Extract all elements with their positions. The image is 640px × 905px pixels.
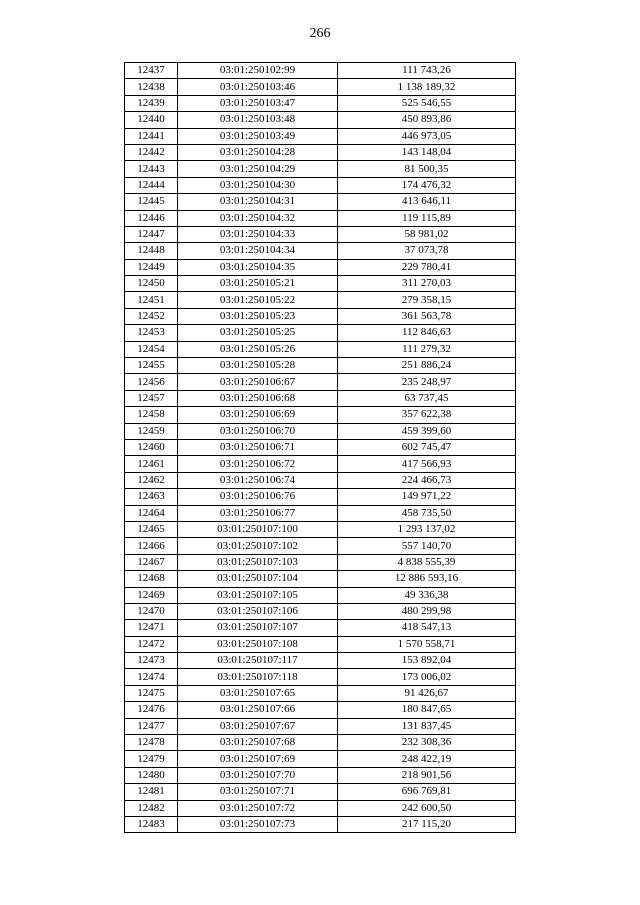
row-number-cell: 12456 <box>125 374 178 390</box>
page-number: 266 <box>309 26 331 41</box>
cadastral-number-cell: 03:01:250103:48 <box>178 112 338 128</box>
value-cell: 459 399,60 <box>338 423 516 439</box>
table-row <box>125 144 516 160</box>
value-cell: 149 971,22 <box>338 489 516 505</box>
value-cell: 413 646,11 <box>338 194 516 210</box>
row-number-cell: 12444 <box>125 177 178 193</box>
value-cell: 357 622,38 <box>338 407 516 423</box>
table-row <box>125 685 516 701</box>
row-number-cell: 12459 <box>125 423 178 439</box>
value-cell: 450 893,86 <box>338 112 516 128</box>
row-number-cell: 12482 <box>125 800 178 816</box>
table-body <box>125 63 516 833</box>
row-number-cell: 12462 <box>125 472 178 488</box>
cadastral-number-cell: 03:01:250107:67 <box>178 718 338 734</box>
table-row <box>125 800 516 816</box>
table-row <box>125 128 516 144</box>
table-row <box>125 95 516 111</box>
row-number-cell: 12440 <box>125 112 178 128</box>
table-row <box>125 341 516 357</box>
table-row <box>125 767 516 783</box>
cadastral-number-cell: 03:01:250106:72 <box>178 456 338 472</box>
row-number-cell: 12452 <box>125 308 178 324</box>
row-number-cell: 12455 <box>125 358 178 374</box>
row-number-cell: 12451 <box>125 292 178 308</box>
row-number-cell: 12464 <box>125 505 178 521</box>
value-cell: 4 838 555,39 <box>338 554 516 570</box>
cadastral-number-cell: 03:01:250107:69 <box>178 751 338 767</box>
table-row <box>125 210 516 226</box>
cadastral-number-cell: 03:01:250105:26 <box>178 341 338 357</box>
cadastral-number-cell: 03:01:250106:71 <box>178 439 338 455</box>
value-cell: 229 780,41 <box>338 259 516 275</box>
value-cell: 173 006,02 <box>338 669 516 685</box>
row-number-cell: 12446 <box>125 210 178 226</box>
cadastral-number-cell: 03:01:250104:30 <box>178 177 338 193</box>
cadastral-number-cell: 03:01:250107:108 <box>178 636 338 652</box>
table-row <box>125 325 516 341</box>
cadastral-number-cell: 03:01:250105:23 <box>178 308 338 324</box>
row-number-cell: 12463 <box>125 489 178 505</box>
row-number-cell: 12457 <box>125 390 178 406</box>
cadastral-number-cell: 03:01:250103:49 <box>178 128 338 144</box>
table-row <box>125 276 516 292</box>
row-number-cell: 12474 <box>125 669 178 685</box>
row-number-cell: 12475 <box>125 685 178 701</box>
table-row <box>125 620 516 636</box>
row-number-cell: 12476 <box>125 702 178 718</box>
row-number-cell: 12472 <box>125 636 178 652</box>
cadastral-number-cell: 03:01:250107:72 <box>178 800 338 816</box>
row-number-cell: 12480 <box>125 767 178 783</box>
value-cell: 251 886,24 <box>338 358 516 374</box>
table-row <box>125 243 516 259</box>
row-number-cell: 12441 <box>125 128 178 144</box>
row-number-cell: 12479 <box>125 751 178 767</box>
value-cell: 218 901,56 <box>338 767 516 783</box>
value-cell: 417 566,93 <box>338 456 516 472</box>
table-row <box>125 472 516 488</box>
cadastral-number-cell: 03:01:250106:74 <box>178 472 338 488</box>
row-number-cell: 12438 <box>125 79 178 95</box>
row-number-cell: 12454 <box>125 341 178 357</box>
value-cell: 1 570 558,71 <box>338 636 516 652</box>
value-cell: 696 769,81 <box>338 784 516 800</box>
cadastral-number-cell: 03:01:250103:47 <box>178 95 338 111</box>
table-row <box>125 79 516 95</box>
value-cell: 58 981,02 <box>338 226 516 242</box>
table-row <box>125 603 516 619</box>
value-cell: 418 547,13 <box>338 620 516 636</box>
table-row <box>125 407 516 423</box>
value-cell: 49 336,38 <box>338 587 516 603</box>
cadastral-number-cell: 03:01:250104:35 <box>178 259 338 275</box>
cadastral-number-cell: 03:01:250106:70 <box>178 423 338 439</box>
table-row <box>125 636 516 652</box>
table-row <box>125 571 516 587</box>
value-cell: 143 148,04 <box>338 144 516 160</box>
table-row <box>125 308 516 324</box>
value-cell: 180 847,65 <box>338 702 516 718</box>
row-number-cell: 12466 <box>125 538 178 554</box>
cadastral-number-cell: 03:01:250105:28 <box>178 358 338 374</box>
value-cell: 112 846,63 <box>338 325 516 341</box>
row-number-cell: 12453 <box>125 325 178 341</box>
cadastral-number-cell: 03:01:250107:106 <box>178 603 338 619</box>
cadastral-number-cell: 03:01:250106:77 <box>178 505 338 521</box>
row-number-cell: 12477 <box>125 718 178 734</box>
table-row <box>125 521 516 537</box>
row-number-cell: 12461 <box>125 456 178 472</box>
row-number-cell: 12471 <box>125 620 178 636</box>
row-number-cell: 12437 <box>125 63 178 79</box>
value-cell: 232 308,36 <box>338 735 516 751</box>
value-cell: 111 279,32 <box>338 341 516 357</box>
table-row <box>125 554 516 570</box>
cadastral-number-cell: 03:01:250107:102 <box>178 538 338 554</box>
cadastral-number-cell: 03:01:250106:69 <box>178 407 338 423</box>
table-row <box>125 587 516 603</box>
cadastral-number-cell: 03:01:250104:33 <box>178 226 338 242</box>
cadastral-number-cell: 03:01:250107:65 <box>178 685 338 701</box>
table-row <box>125 784 516 800</box>
cadastral-number-cell: 03:01:250107:70 <box>178 767 338 783</box>
value-cell: 131 837,45 <box>338 718 516 734</box>
table-row <box>125 816 516 832</box>
row-number-cell: 12439 <box>125 95 178 111</box>
cadastral-number-cell: 03:01:250104:29 <box>178 161 338 177</box>
row-number-cell: 12481 <box>125 784 178 800</box>
row-number-cell: 12449 <box>125 259 178 275</box>
table-row <box>125 489 516 505</box>
cadastral-number-cell: 03:01:250104:34 <box>178 243 338 259</box>
row-number-cell: 12445 <box>125 194 178 210</box>
cadastral-number-cell: 03:01:250107:105 <box>178 587 338 603</box>
row-number-cell: 12447 <box>125 226 178 242</box>
value-cell: 81 500,35 <box>338 161 516 177</box>
table-row <box>125 653 516 669</box>
table-row <box>125 161 516 177</box>
value-cell: 119 115,89 <box>338 210 516 226</box>
row-number-cell: 12460 <box>125 439 178 455</box>
table-row <box>125 456 516 472</box>
row-number-cell: 12469 <box>125 587 178 603</box>
value-cell: 458 735,50 <box>338 505 516 521</box>
value-cell: 174 476,32 <box>338 177 516 193</box>
value-cell: 311 270,03 <box>338 276 516 292</box>
cadastral-number-cell: 03:01:250106:67 <box>178 374 338 390</box>
table-row <box>125 374 516 390</box>
table-row <box>125 423 516 439</box>
value-cell: 361 563,78 <box>338 308 516 324</box>
cadastral-number-cell: 03:01:250107:117 <box>178 653 338 669</box>
cadastral-number-cell: 03:01:250107:68 <box>178 735 338 751</box>
value-cell: 525 546,55 <box>338 95 516 111</box>
table-row <box>125 292 516 308</box>
value-cell: 63 737,45 <box>338 390 516 406</box>
cadastral-number-cell: 03:01:250107:118 <box>178 669 338 685</box>
cadastral-number-cell: 03:01:250107:103 <box>178 554 338 570</box>
table-row <box>125 112 516 128</box>
cadastral-number-cell: 03:01:250102:99 <box>178 63 338 79</box>
table-row <box>125 751 516 767</box>
cadastral-value-table <box>124 62 516 833</box>
row-number-cell: 12483 <box>125 816 178 832</box>
cadastral-number-cell: 03:01:250103:46 <box>178 79 338 95</box>
cadastral-number-cell: 03:01:250107:66 <box>178 702 338 718</box>
row-number-cell: 12478 <box>125 735 178 751</box>
cadastral-number-cell: 03:01:250107:73 <box>178 816 338 832</box>
cadastral-number-cell: 03:01:250104:32 <box>178 210 338 226</box>
cadastral-number-cell: 03:01:250107:71 <box>178 784 338 800</box>
table-row <box>125 259 516 275</box>
value-cell: 602 745,47 <box>338 439 516 455</box>
row-number-cell: 12443 <box>125 161 178 177</box>
row-number-cell: 12470 <box>125 603 178 619</box>
table-row <box>125 194 516 210</box>
table-row <box>125 718 516 734</box>
value-cell: 242 600,50 <box>338 800 516 816</box>
cadastral-number-cell: 03:01:250104:28 <box>178 144 338 160</box>
value-cell: 111 743,26 <box>338 63 516 79</box>
row-number-cell: 12465 <box>125 521 178 537</box>
row-number-cell: 12448 <box>125 243 178 259</box>
row-number-cell: 12458 <box>125 407 178 423</box>
value-cell: 224 466,73 <box>338 472 516 488</box>
table-row <box>125 505 516 521</box>
table-row <box>125 177 516 193</box>
value-cell: 248 422,19 <box>338 751 516 767</box>
cadastral-number-cell: 03:01:250107:100 <box>178 521 338 537</box>
row-number-cell: 12473 <box>125 653 178 669</box>
value-cell: 91 426,67 <box>338 685 516 701</box>
table-row <box>125 538 516 554</box>
cadastral-number-cell: 03:01:250105:25 <box>178 325 338 341</box>
value-cell: 37 073,78 <box>338 243 516 259</box>
value-cell: 12 886 593,16 <box>338 571 516 587</box>
value-cell: 235 248,97 <box>338 374 516 390</box>
value-cell: 446 973,05 <box>338 128 516 144</box>
value-cell: 1 293 137,02 <box>338 521 516 537</box>
value-cell: 279 358,15 <box>338 292 516 308</box>
table-row <box>125 226 516 242</box>
value-cell: 217 115,20 <box>338 816 516 832</box>
row-number-cell: 12467 <box>125 554 178 570</box>
row-number-cell: 12442 <box>125 144 178 160</box>
table-row <box>125 390 516 406</box>
value-cell: 153 892,04 <box>338 653 516 669</box>
cadastral-number-cell: 03:01:250107:104 <box>178 571 338 587</box>
table-row <box>125 669 516 685</box>
value-cell: 1 138 189,32 <box>338 79 516 95</box>
cadastral-number-cell: 03:01:250105:21 <box>178 276 338 292</box>
table-row <box>125 702 516 718</box>
cadastral-number-cell: 03:01:250106:76 <box>178 489 338 505</box>
value-cell: 557 140,70 <box>338 538 516 554</box>
table-row <box>125 63 516 79</box>
row-number-cell: 12468 <box>125 571 178 587</box>
table-row <box>125 439 516 455</box>
cadastral-number-cell: 03:01:250105:22 <box>178 292 338 308</box>
table-row <box>125 358 516 374</box>
row-number-cell: 12450 <box>125 276 178 292</box>
cadastral-number-cell: 03:01:250107:107 <box>178 620 338 636</box>
table-row <box>125 735 516 751</box>
cadastral-number-cell: 03:01:250104:31 <box>178 194 338 210</box>
value-cell: 480 299,98 <box>338 603 516 619</box>
cadastral-number-cell: 03:01:250106:68 <box>178 390 338 406</box>
